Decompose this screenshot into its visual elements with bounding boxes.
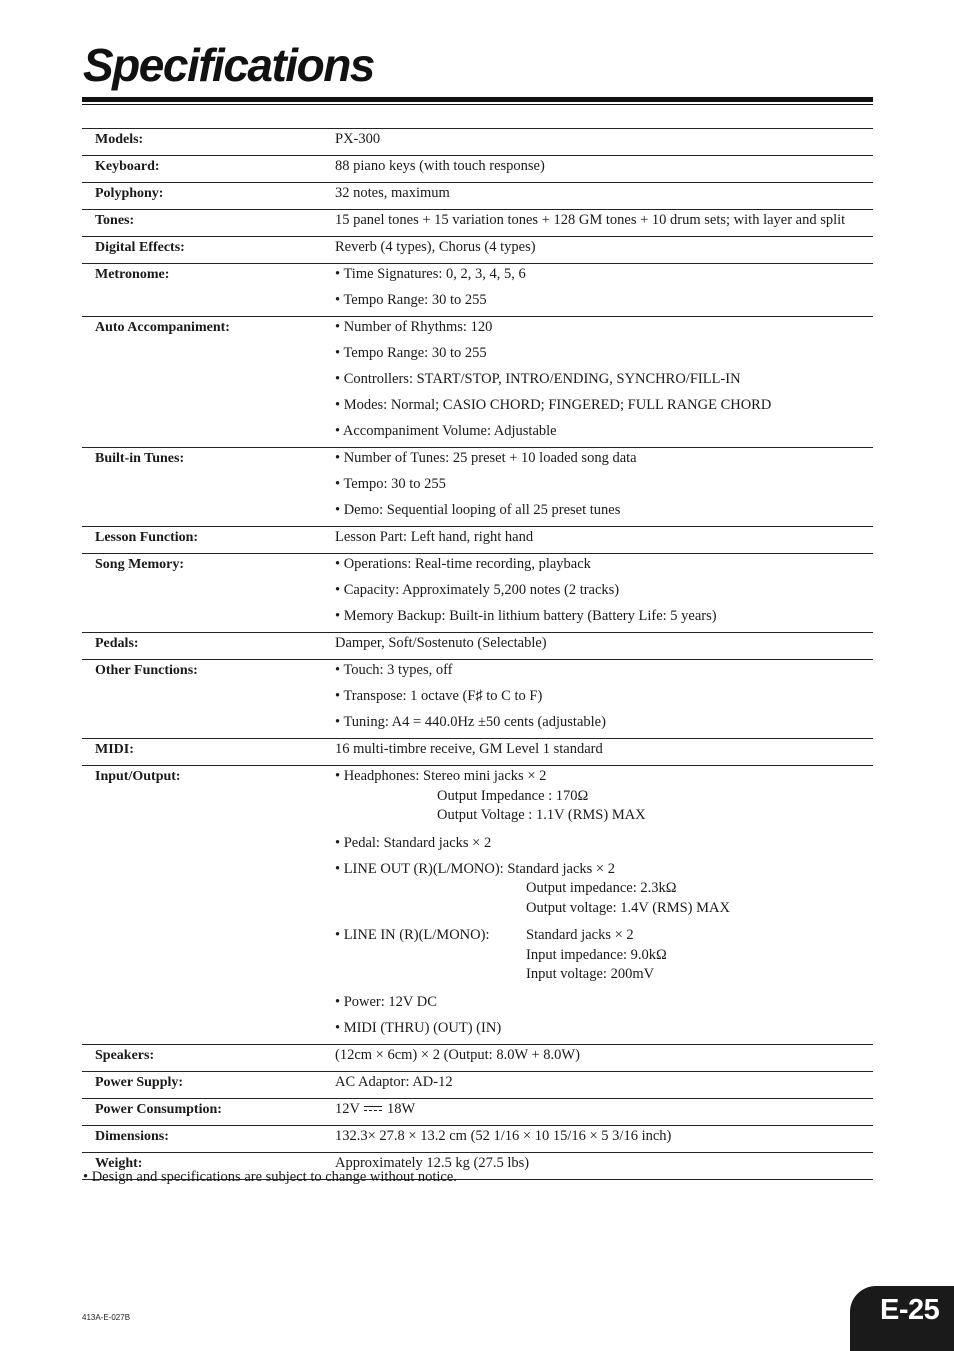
spec-row <box>82 554 873 633</box>
spec-label-text: Metronome: <box>95 267 170 282</box>
spec-value <box>335 183 873 210</box>
spec-value-line: • Modes: Normal; CASIO CHORD; FINGERED; FULL RANGE CHORD <box>335 397 772 413</box>
spec-label-text: Auto Accompaniment: <box>95 320 230 335</box>
line-in-impedance: Input impedance: 9.0kΩ <box>526 946 667 963</box>
spec-value <box>335 1071 873 1098</box>
spec-row <box>82 527 873 554</box>
spec-row <box>82 129 873 156</box>
midi-line: • MIDI (THRU) (OUT) (IN) <box>335 1019 502 1036</box>
spec-value <box>335 317 873 448</box>
spec-value-line: • Transpose: 1 octave (F♯ to C to F) <box>335 688 543 704</box>
line-out-voltage: Output voltage: 1.4V (RMS) MAX <box>526 899 730 916</box>
spec-value-line: • Number of Tunes: 25 preset + 10 loaded song data <box>335 450 637 466</box>
spec-label <box>82 633 335 660</box>
line-out-block <box>335 859 873 926</box>
spec-value <box>335 527 873 554</box>
spec-value-line: • Tuning: A4 = 440.0Hz ±50 cents (adjustable) <box>335 714 606 730</box>
spec-label-text: Tones: <box>95 213 135 228</box>
spec-value-line: • Capacity: Approximately 5,200 notes (2 tracks) <box>335 582 620 598</box>
spec-label <box>82 739 335 766</box>
page-number: E-25 <box>880 1294 940 1326</box>
spec-value-line: Damper, Soft/Sostenuto (Selectable) <box>335 635 547 651</box>
spec-value-line: • Touch: 3 types, off <box>335 662 453 678</box>
spec-label <box>82 317 335 448</box>
spec-label <box>82 1044 335 1071</box>
spec-label <box>82 1071 335 1098</box>
spec-value <box>335 1125 873 1152</box>
title-rule-thick <box>82 97 873 102</box>
spec-label-text: Lesson Function: <box>95 530 199 545</box>
spec-value-line <box>335 1099 873 1125</box>
spec-label-text: Speakers: <box>95 1047 155 1063</box>
spec-value-line: (12cm × 6cm) × 2 (Output: 8.0W + 8.0W) <box>335 1046 580 1063</box>
spec-label <box>82 766 335 1045</box>
spec-value-line: • Demo: Sequential looping of all 25 preset tunes <box>335 502 621 518</box>
power-consumption-voltage: 12V <box>335 1100 360 1117</box>
spec-value <box>335 739 873 766</box>
spec-value <box>335 1098 873 1125</box>
spec-label-text: Pedals: <box>95 636 139 651</box>
spec-row <box>82 448 873 527</box>
spec-value-line: 16 multi-timbre receive, GM Level 1 standard <box>335 741 603 757</box>
spec-row <box>82 183 873 210</box>
line-in-line <box>335 926 873 946</box>
spec-row <box>82 156 873 183</box>
spec-label <box>82 183 335 210</box>
spec-row <box>82 1125 873 1152</box>
spec-value <box>335 1044 873 1071</box>
spec-label-text: Other Functions: <box>95 663 198 678</box>
spec-label <box>82 1098 335 1125</box>
spec-value <box>335 210 873 237</box>
spec-label-text: Song Memory: <box>95 557 185 572</box>
spec-label <box>82 129 335 156</box>
spec-row <box>82 739 873 766</box>
spec-row <box>82 633 873 660</box>
spec-label <box>82 660 335 739</box>
spec-label-text: Models: <box>95 132 144 147</box>
spec-label <box>82 527 335 554</box>
line-out-impedance: Output impedance: 2.3kΩ <box>526 880 677 896</box>
spec-row <box>82 766 873 1045</box>
document-code: 413A-E-027B <box>82 1313 131 1322</box>
spec-value <box>335 156 873 183</box>
spec-value <box>335 237 873 264</box>
spec-value-line: AC Adaptor: AD-12 <box>335 1073 453 1090</box>
spec-label <box>82 210 335 237</box>
spec-value-line: • Tempo Range: 30 to 255 <box>335 292 487 308</box>
spec-value-line: • Operations: Real-time recording, playback <box>335 556 591 572</box>
spec-value <box>335 554 873 633</box>
spec-value <box>335 660 873 739</box>
power-line: • Power: 12V DC <box>335 993 437 1010</box>
spec-label-text: Polyphony: <box>95 186 164 201</box>
spec-table <box>82 128 873 1180</box>
line-in-value: Standard jacks × 2 <box>526 927 634 943</box>
spec-row <box>82 264 873 317</box>
line-in-block <box>335 925 873 992</box>
power-consumption-watts: 18W <box>386 1100 416 1117</box>
pedal-line: • Pedal: Standard jacks × 2 <box>335 834 492 851</box>
footnote: • Design and specifications are subject to change without notice. <box>83 1169 457 1185</box>
line-in-label: • LINE IN (R)(L/MONO): <box>335 927 490 943</box>
spec-label <box>82 237 335 264</box>
spec-value-line: • Memory Backup: Built-in lithium battery (Battery Life: 5 years) <box>335 608 717 624</box>
spec-value <box>335 129 873 156</box>
spec-value-line: 15 panel tones + 15 variation tones + 128 GM tones + 10 drum sets; with layer and split <box>335 212 846 228</box>
spec-label <box>82 1125 335 1152</box>
spec-row <box>82 237 873 264</box>
spec-row <box>82 210 873 237</box>
title-rule-thin <box>82 104 873 105</box>
spec-label-text: Weight: <box>95 1155 143 1171</box>
headphones-block <box>335 766 873 833</box>
headphones-voltage: Output Voltage : 1.1V (RMS) MAX <box>437 807 646 823</box>
line-out-line: • LINE OUT (R)(L/MONO): Standard jacks × 2 <box>335 860 615 877</box>
spec-value <box>335 766 873 1045</box>
spec-value-line: PX-300 <box>335 131 381 147</box>
spec-label-text: Power Consumption: <box>95 1101 222 1117</box>
spec-value-line: 132.3× 27.8 × 13.2 cm (52 1/16 × 10 15/16 × 5 3/16 inch) <box>335 1127 672 1144</box>
spec-label-text: Input/Output: <box>95 769 181 784</box>
spec-value <box>335 448 873 527</box>
spec-value <box>335 264 873 317</box>
spec-label-text: Dimensions: <box>95 1128 169 1144</box>
spec-label-text: Digital Effects: <box>95 240 185 255</box>
spec-value-line: • Controllers: START/STOP, INTRO/ENDING, SYNCHRO/FILL-IN <box>335 371 741 387</box>
spec-value-line: Lesson Part: Left hand, right hand <box>335 529 534 545</box>
spec-row <box>82 1098 873 1125</box>
line-in-voltage: Input voltage: 200mV <box>526 966 655 982</box>
spec-label <box>82 448 335 527</box>
spec-label-text: Built-in Tunes: <box>95 451 185 466</box>
dc-symbol-icon <box>364 1104 382 1114</box>
spec-row <box>82 1071 873 1098</box>
spec-value-line: • Tempo: 30 to 255 <box>335 476 446 492</box>
spec-label <box>82 264 335 317</box>
spec-value-line: • Accompaniment Volume: Adjustable <box>335 423 557 439</box>
spec-value-line: Reverb (4 types), Chorus (4 types) <box>335 239 536 255</box>
spec-value-line: • Number of Rhythms: 120 <box>335 319 493 335</box>
page-title: Specifications <box>83 39 374 91</box>
headphones-impedance: Output Impedance : 170Ω <box>437 787 589 804</box>
spec-value-line: • Tempo Range: 30 to 255 <box>335 345 487 361</box>
headphones-line: • Headphones: Stereo mini jacks × 2 <box>335 768 547 784</box>
spec-row <box>82 660 873 739</box>
spec-label-text: MIDI: <box>95 742 134 757</box>
spec-value-line: Approximately 12.5 kg (27.5 lbs) <box>335 1154 530 1171</box>
spec-value-line: 32 notes, maximum <box>335 185 450 201</box>
spec-label-text: Power Supply: <box>95 1074 184 1090</box>
spec-row <box>82 1044 873 1071</box>
spec-label <box>82 554 335 633</box>
spec-value <box>335 633 873 660</box>
spec-value-line: • Time Signatures: 0, 2, 3, 4, 5, 6 <box>335 266 526 282</box>
spec-row <box>82 317 873 448</box>
spec-label <box>82 156 335 183</box>
spec-value-line: 88 piano keys (with touch response) <box>335 158 545 174</box>
spec-label-text: Keyboard: <box>95 159 160 174</box>
